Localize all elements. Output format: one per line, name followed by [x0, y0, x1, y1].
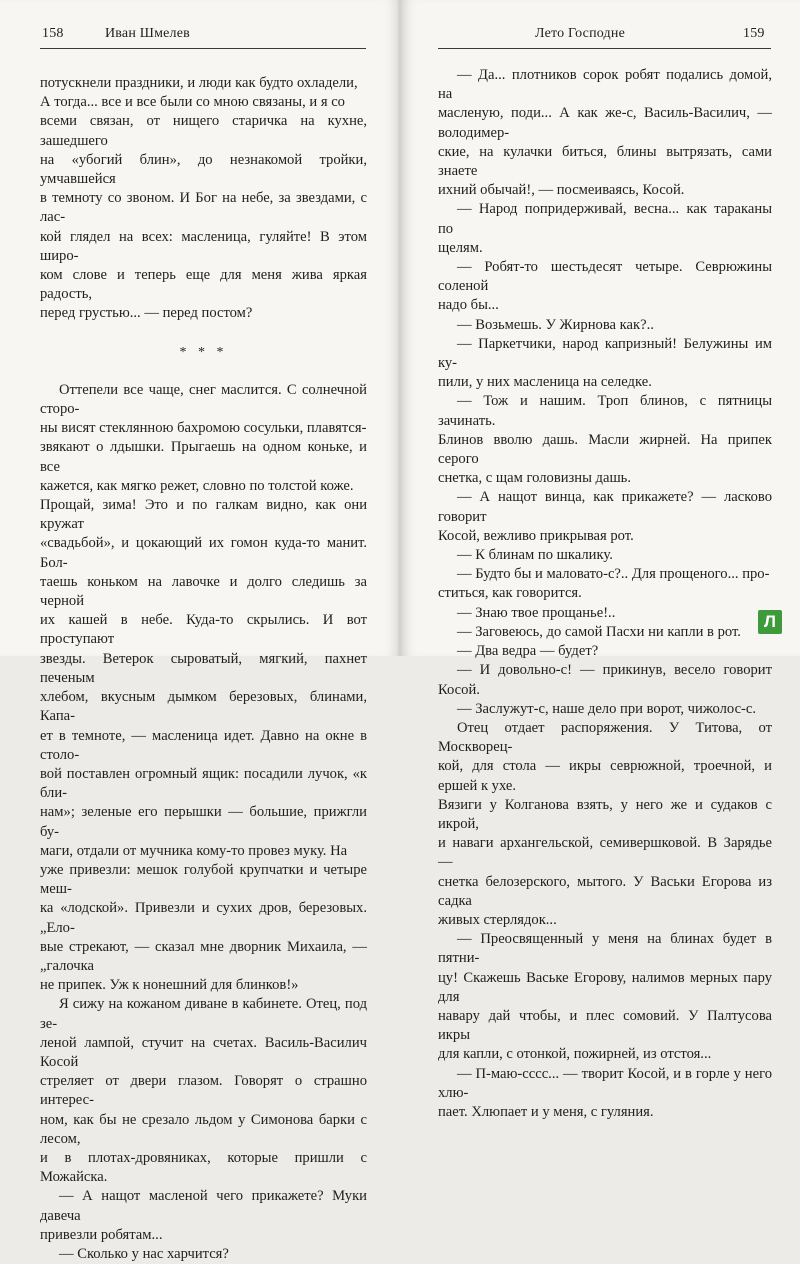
text-line: ские, на кулачки биться, блины вытрязать, сами знаете	[438, 143, 772, 180]
page-number-left: 158	[42, 26, 64, 41]
text-line: звезды. Ветерок сыроватый, мягкий, пахнет печеным	[40, 650, 367, 686]
text-line: цу! Скажешь Ваське Егорову, налимов мерных пару для	[438, 969, 772, 1005]
text-line: и в плотах-дровяниках, которые пришли с Можайска.	[40, 1149, 367, 1186]
text-line: нам»; зеленые его перышки — большие, прижгли бу-	[40, 804, 367, 840]
text-line: на «убогий блин», до незнакомой тройки, умчавшейся	[40, 151, 367, 188]
text-line: для капли, с отонкой, пожирней, из отстоя...	[438, 1046, 712, 1063]
text-line: — А нащот винца, как прикажете? — ласково говорит	[438, 489, 772, 525]
text-line: маги, отдали от мучника кому-то провез муку. На	[40, 842, 348, 859]
text-line: — Будто бы и маловато-с?.. Для прощеного... про-	[456, 566, 770, 583]
text-line: Прощай, зима! Это и по галкам видно, как они кружат	[40, 497, 367, 533]
text-line: — Робят-то шестьдесят четыре. Севрюжины соленой	[438, 259, 772, 295]
text-line: — Преосвященный у меня на блинах будет в пятни-	[438, 931, 772, 967]
text-line: навару дай чтобы, и плес сомовий. У Палтусова икры	[438, 1007, 772, 1044]
text-line: масленую, поди... А как же-с, Василь-Василич, — володимер-	[438, 105, 772, 141]
text-line: — Народ попридерживай, весна... как тараканы по	[438, 201, 772, 237]
text-line: А тогда... все и все были со мною связаны, и я со	[40, 94, 345, 111]
text-line: их кашей в небе. Куда-то скрылись. И вот проступают	[40, 612, 367, 648]
text-line: и наваги архангельской, семивершковой. В Зарядье —	[438, 835, 772, 871]
text-line: — Знаю твое прощанье!..	[456, 604, 616, 621]
text-line: «свадьбой», и цокающий их гомон куда-то манит. Бол-	[40, 535, 367, 571]
header-rule-right	[438, 48, 771, 49]
header-rule-left	[40, 48, 366, 49]
text-line: — Да... плотников сорок робят подались домой, на	[438, 67, 772, 103]
text-line: — Заговеюсь, до самой Пасхи ни капли в рот.	[456, 623, 741, 640]
text-line: Оттепели все чаще, снег маслится. С солнечной сторо-	[40, 381, 367, 418]
text-line: таешь коньком на лавочке и долго следишь за черной	[40, 573, 367, 610]
text-line: ет в темноте, — масленица идет. Давно на окне в столо-	[40, 727, 367, 763]
text-line: вой поставлен огромный ящик: посадили лучок, «к бли-	[40, 765, 367, 802]
text-line: стреляет от двери глазом. Говорят о страшно интерес-	[40, 1073, 367, 1109]
text-line: — Паркетчики, народ капризный! Белужины им ку-	[438, 335, 772, 372]
text-line: Отец отдает распоряжения. У Титова, от Москворец-	[438, 719, 772, 756]
running-head-title: Лето Господне	[535, 26, 625, 41]
right-page-text	[438, 66, 772, 1122]
text-line: хлебом, вкусным дымком березовых, блинами, Капа-	[40, 689, 367, 725]
text-line: Косой, вежливо прикрывая рот.	[438, 527, 634, 544]
section-separator: * * *	[179, 344, 228, 360]
text-line: ном, как бы не срезало льдом у Симонова барки с лесом,	[40, 1111, 367, 1147]
text-line: снетка, с щам головизны дашь.	[438, 470, 631, 487]
text-line: кой, для стола — икры севрюжной, троечной, и ершей к ухе.	[438, 758, 772, 794]
text-line: ком слове и теперь еще для меня жива яркая радость,	[40, 267, 367, 303]
text-line: — И довольно-с! — прикинув, весело говорит Косой.	[438, 662, 772, 698]
text-line: пает. Хлюпает и у меня, с гуляния.	[438, 1103, 654, 1120]
text-line: вые стрекают, — сказал мне дворник Михаила, — „галочка	[40, 938, 367, 974]
text-line: ны висят стеклянною бахромою сосульки, плавятся-	[40, 420, 367, 437]
text-line: не припек. Уж к нонешний для блинков!»	[40, 977, 299, 994]
text-line: — А нащот масленой чего прикажете? Муки давеча	[40, 1188, 367, 1224]
left-page-text	[40, 74, 367, 1264]
text-line: кой глядел на всех: масленица, гуляйте! В этом широ-	[40, 228, 367, 264]
text-line: — Два ведра — будет?	[456, 643, 599, 660]
left-page	[0, 0, 398, 1262]
text-line: потускнели праздники, и люди как будто охладели,	[40, 75, 358, 91]
text-line: снетка белозерского, мытого. У Васьки Егорова из садка	[438, 873, 772, 909]
text-line: привезли робятам...	[40, 1226, 163, 1243]
text-line: — Тож и нашим. Троп блинов, с пятницы зачинать.	[438, 393, 772, 429]
text-line: — Возьмешь. У Жирнова как?..	[456, 316, 654, 333]
text-line: пили, у них масленица на селедке.	[438, 374, 652, 391]
text-line: ихний обычай!, — посмеиваясь, Косой.	[438, 182, 685, 199]
text-line: Блинов вволю дашь. Масли жирней. На припек серого	[438, 431, 772, 468]
text-line: в темноту со звоном. И Бог на небе, за звездами, с лас-	[40, 190, 367, 226]
text-line: Вязиги у Колганова взять, у него же и судаков с икрой,	[438, 796, 772, 832]
text-line: звякают о лдышки. Прыгаешь на одном коньке, и все	[40, 439, 367, 475]
text-line: леной лампой, стучит на счетах. Василь-Василич Косой	[40, 1034, 367, 1070]
text-line: кажется, как мягко режет, словно по толстой коже.	[40, 477, 354, 494]
text-line: надо бы...	[438, 297, 499, 314]
text-line: — Сколько у нас харчится?	[58, 1245, 229, 1262]
text-line: перед грустью... — перед постом?	[40, 305, 253, 322]
text-line: — Заслужут-с, наше дело при ворот, чижолос-с.	[456, 700, 757, 717]
text-line: всеми связан, от нищего старичка на кухне, зашедшего	[40, 113, 367, 149]
text-line: уже привезли: мешок голубой крупчатки и четыре меш-	[40, 861, 367, 898]
text-line: — П-маю-сссс... — творит Косой, и в горле у него хлю-	[438, 1065, 772, 1101]
publisher-logo-icon: Л	[758, 610, 782, 634]
text-line: ститься, как говорится.	[438, 585, 582, 602]
text-line: — К блинам по шкалику.	[456, 547, 613, 564]
text-line: живых стерлядок...	[438, 911, 557, 928]
right-page	[402, 0, 800, 1120]
page-number-right: 159	[743, 26, 765, 41]
running-head-author: Иван Шмелев	[105, 26, 190, 41]
text-line: ка «лодской». Привезли и сухих дров, березовых. „Ело-	[40, 900, 367, 936]
text-line: щелям.	[438, 239, 483, 256]
text-line: Я сижу на кожаном диване в кабинете. Отец, под зе-	[40, 996, 367, 1032]
